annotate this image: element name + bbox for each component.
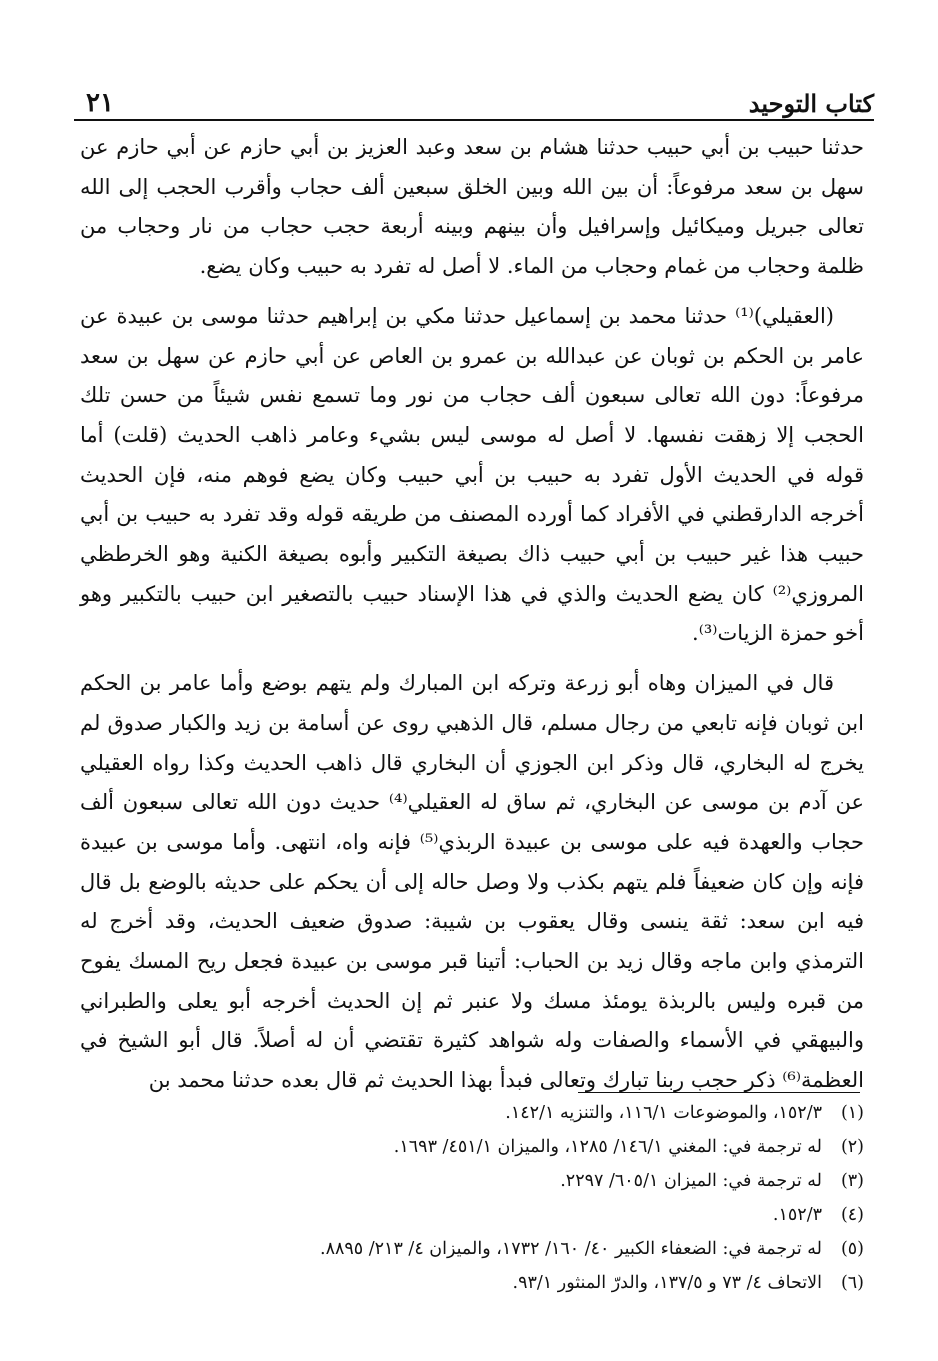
footnote-separator bbox=[578, 1092, 860, 1093]
footnote bbox=[120, 1164, 864, 1198]
footnote-text: ١٥٢/٣. bbox=[772, 1205, 822, 1225]
footnote-text: ١٥٢/٣، والموضوعات ١١٦/١، والتنزيه ١٤٢/١. bbox=[505, 1103, 822, 1123]
page-header bbox=[86, 74, 874, 118]
footnote-text: له ترجمة في: المغني ١٤٦/١/ ١٢٨٥، والميزان ٤٥١/١/ ١٦٩٣. bbox=[393, 1137, 822, 1157]
footnotes-list bbox=[120, 1096, 864, 1300]
footnote-text: له ترجمة في: الضعفاء الكبير ٤٠/ ١٦٠/ ١٧٣٢، والميزان ٤/ ٢١٣/ ٨٨٩٥. bbox=[319, 1239, 822, 1259]
footnote-text: له ترجمة في: الميزان ٦٠٥/١/ ٢٢٩٧. bbox=[560, 1171, 822, 1191]
footnote bbox=[120, 1266, 864, 1300]
footnote bbox=[120, 1198, 864, 1232]
footnote-number: (٤) bbox=[840, 1205, 864, 1225]
footnote-number: (٣) bbox=[840, 1171, 864, 1191]
paragraph: (العقيلي)⁽¹⁾ حدثنا محمد بن إسماعيل حدثنا مكي بن إبراهيم حدثنا موسى بن عبيدة عن عامر بن الحكم بن ثوبان عن عبدالله بن عمرو بن العاص عن أبي حازم عن سهل بن سعد مرفوعاً: دون الله تعالى سبعون ألف حجاب من نور وما تسمع نفس شيئاً من حسن تلك الحجب إلا زهقت نفسها. لا أصل له موسى ليس بشيء وعامر ذاهب الحديث (قلت) أما قوله في الحديث الأول تفرد به حبيب بن أبي حبيب وكان يضع فوهم منه، فإن الحديث أخرجه الدارقطني في الأفراد كما أورده المصنف من طريقه قوله وقد تفرد به حبيب بن أبي حبيب هذا غير حبيب بن أبي حبيب ذاك بصيغة التكبير وأبوه بصيغة الكنية وهو الخرطظي المروزي⁽²⁾ كان يضع الحديث والذي في هذا الإسناد حبيب بالتصغير ابن حبيب بالتكبير وهو أخو حمزة الزيات⁽³⁾. bbox=[80, 303, 864, 646]
footnote bbox=[120, 1130, 864, 1164]
paragraph: حدثنا حبيب بن أبي حبيب حدثنا هشام بن سعد وعبد العزيز بن أبي حازم عن أبي حازم عن سهل بن سعد مرفوعاً: أن بين الله وبين الخلق سبعين ألف حجاب وأقرب الحجب إلى الله تعالى جبريل وميكائيل وإسرافيل وأن بينهم وبينه أربعة حجب حجاب من نار وحجاب من ظلمة وحجاب من غمام وحجاب من الماء. لا أصل له تفرد به حبيب وكان يضع. bbox=[80, 135, 864, 279]
footnote bbox=[120, 1096, 864, 1130]
paragraph: قال في الميزان وهاه أبو زرعة وتركه ابن المبارك ولم يتهم بوضع وأما عامر بن الحكم ابن ثوبان فإنه تابعي من رجال مسلم، قال الذهبي روى عن أسامة بن زيد والكبار صدوق لم يخرج له البخاري، قال وذكر ابن الجوزي أن البخاري قال ذاهب الحديث وكذا رواه العقيلي عن آدم بن موسى عن البخاري، ثم ساق له العقيلي⁽⁴⁾ حديث دون الله تعالى سبعون ألف حجاب والعهدة فيه على موسى بن عبيدة الربذي⁽⁵⁾ فإنه واه، انتهى. وأما موسى بن عبيدة فإنه وإن كان ضعيفاً فلم يتهم بكذب ولا وصل حاله إلى أن يحكم على حديثه بالوضع بل قال فيه ابن سعد: ثقة ينسى وقال يعقوب بن شيبة: صدوق ضعيف الحديث، وقد أخرج له الترمذي وابن ماجه وقال زيد بن الحباب: أتينا قبر موسى بن عبيدة فجعل ريح المسك يفوح من قبره وليس بالربذة يومئذ مسك ولا عنبر ثم إن الحديث أخرجه أبو يعلى والطبراني والبيهقي في الأسماء والصفات وله شواهد كثيرة تقتضي أن له أصلاً. قال أبو الشيخ في العظمة⁽⁶⁾ ذكر حجب ربنا تبارك وتعالى فبدأ بهذا الحديث ثم قال بعده حدثنا محمد بن bbox=[80, 671, 864, 1093]
header-rule bbox=[74, 119, 874, 121]
main-text bbox=[80, 128, 864, 1101]
book-title: كتاب التوحيد bbox=[748, 89, 874, 118]
footnote-text: الاتحاف ٤/ ٧٣ و ١٣٧/٥، والدرّ المنثور ٩٣/١. bbox=[512, 1273, 822, 1293]
page-number: ٢١ bbox=[86, 88, 114, 118]
footnote bbox=[120, 1232, 864, 1266]
footnote-number: (٦) bbox=[840, 1273, 864, 1293]
footnote-number: (٥) bbox=[840, 1239, 864, 1259]
footnote-number: (١) bbox=[840, 1103, 864, 1123]
footnote-number: (٢) bbox=[840, 1137, 864, 1157]
